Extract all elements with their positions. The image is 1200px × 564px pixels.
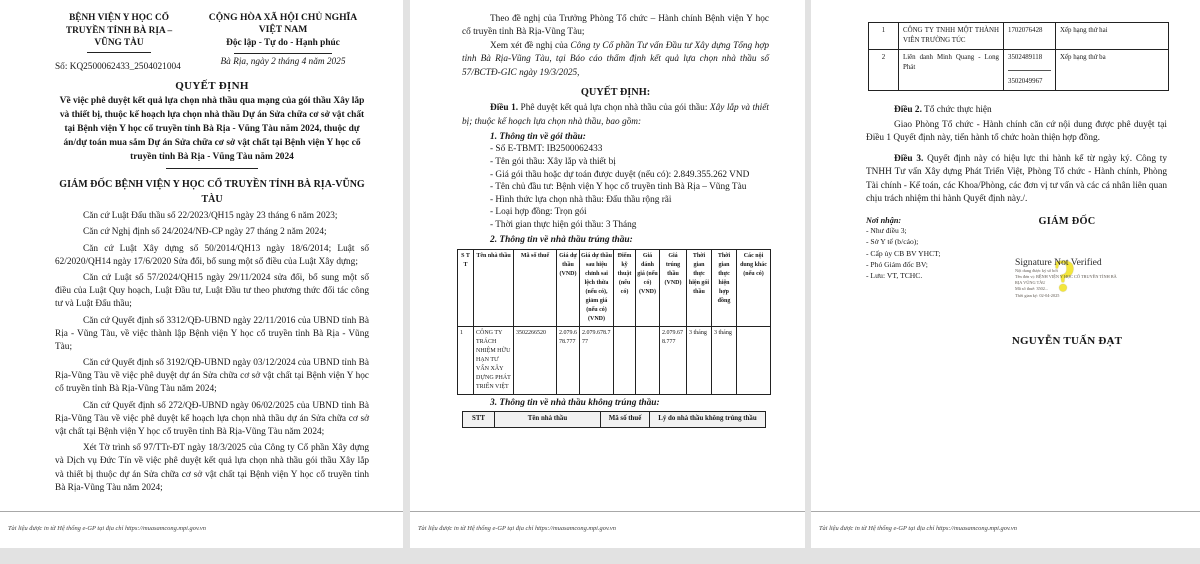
decision-title: QUYẾT ĐỊNH: [175, 79, 249, 92]
cell-other: [737, 326, 771, 394]
article-1: [462, 102, 769, 129]
package-info-line: - Tên gói thầu: Xây lắp và thiết bị: [490, 156, 616, 167]
col-header-tech-score: Điểm kỹ thuật (nếu có): [614, 249, 636, 326]
recipient-item: - Phó Giám đốc BV;: [866, 259, 928, 269]
article-1-label: Điều 1.: [490, 103, 519, 114]
article-2-body: Giao Phòng Tổ chức - Hành chính căn cứ nội dung được phê duyệt tại Điều 1 Quyết định này, tiến hành tổ chức hoàn thiện hợp đồng.: [866, 120, 1167, 144]
recipient-item: - Sở Y tế (b/cáo);: [866, 237, 919, 247]
cell-contractor: CÔNG TY TRÁCH NHIỆM HỮU HẠN TƯ VẤN XÂY DỰNG PHÁT TRIỂN VIỆT: [474, 326, 514, 394]
cell-stt: 1: [458, 326, 474, 394]
cell-tax: [1004, 50, 1056, 91]
cell-contractor: Liên danh Minh Quang - Long Phát: [899, 50, 1004, 91]
recital: Căn cứ Nghị định số 24/2024/NĐ-CP ngày 27 tháng 2 năm 2024;: [83, 227, 327, 238]
loser-table-header: [462, 411, 766, 428]
org-name: BỆNH VIỆN Y HỌC CỔ TRUYỀN TỈNH BÀ RỊA – VŨNG TÀU: [65, 13, 173, 49]
col-header-tax: Mã số thuế: [514, 249, 557, 326]
package-info-line: - Thời gian thực hiện gói thầu: 3 Tháng: [490, 220, 637, 231]
cell-contractor: CÔNG TY TNHH MỘT THÀNH VIÊN TRƯỜNG TÚC: [899, 23, 1004, 50]
winner-table-header-row: [458, 249, 771, 326]
cell-tax: 3502266520: [514, 326, 557, 394]
article-2-title: Tổ chức thực hiện: [921, 105, 992, 115]
authority-heading: GIÁM ĐỐC BỆNH VIỆN Y HỌC CỔ TRUYỀN TỈNH BÀ RỊA-VŨNG TÀU: [59, 179, 365, 205]
dateline: Bà Rịa, ngày 2 tháng 4 năm 2025: [220, 56, 346, 67]
article-1-package-name: Xây lắp và thiết bị;: [462, 103, 769, 127]
col-header-award-price: Giá trúng thầu (VND): [660, 249, 687, 326]
cell-tax: 1702076428: [1004, 23, 1056, 50]
cell-stt: 2: [869, 50, 899, 91]
cell-reason: Xếp hạng thứ hai: [1056, 23, 1169, 50]
recipients-label: Nơi nhận:: [866, 215, 902, 225]
recital: Căn cứ Luật số 57/2024/QH15 ngày 29/11/2024 sửa đổi, bổ sung một số điều của Luật Quy hoạch, Luật Đầu tư, Luật Đầu tư theo phương thức đối tác công tư và Luật Đấu thầu;: [55, 272, 369, 310]
footer-note: Tài liệu được in từ Hệ thống e-GP tại địa chỉ https://muasamcong.mpi.gov.vn: [8, 525, 206, 532]
recipients: [866, 216, 1006, 282]
tax-code-2: 3502049967: [1008, 78, 1043, 85]
stamp-detail-line: Nội dung được ký số bởi: [1015, 267, 1058, 273]
doc-number: Số: KQ2500062433_2504021004: [55, 61, 181, 72]
col-header-contractor: Tên nhà thầu: [495, 411, 601, 427]
col-header-contract-duration: Thời gian thực hiện hợp đồng: [712, 249, 737, 326]
footer-note: Tài liệu được in từ Hệ thống e-GP tại địa chỉ https://muasamcong.mpi.gov.vn: [418, 525, 616, 532]
col-header-tax: Mã số thuế: [601, 411, 650, 427]
stamp-detail-line: RỊA VŨNG TÀU: [1015, 280, 1046, 286]
loser-table-row: [869, 50, 1169, 91]
col-header-package-duration: Thời gian thực hiện gói thầu: [687, 249, 712, 326]
article-1-text: Phê duyệt kết quả lựa chọn nhà thầu của gói thầu:: [518, 103, 710, 114]
recital: Căn cứ Quyết định số 3192/QĐ-UBND ngày 03/12/2024 của UBND tỉnh Bà Rịa-Vũng Tàu về việc phê duyệt dự án Sửa chữa cơ sở vật chất tại Bệnh viện Y học cổ truyền tỉnh Bà Rịa-Vũng Tàu năm 2024;: [55, 358, 369, 395]
decision-subtitle: Về việc phê duyệt kết quả lựa chọn nhà thầu qua mạng của gói thầu Xây lắp và thiết bị, thuộc kế hoạch lựa chọn nhà thầu Dự án Sửa chữa cơ sở vật chất tại Bệnh viện Y học cổ truyền tỉnh Bà Rịa - Vũng Tàu năm 2024, thuộc dự án/dự toán mua sắm Dự án Sửa chữa cơ sở vật chất tại Bệnh viện Y học cổ truyền tỉnh Bà Rịa - Vũng Tàu năm 2024: [59, 95, 365, 163]
paragraph-review-italic: Công ty Cổ phần Tư vấn Đầu tư Xây dựng Tổng hợp tỉnh Bà Rịa-Vũng Tàu, tại Báo cáo thẩm định kết quả lựa chọn nhà thầu số 57/BCTĐ-GIC ngày 19/3/2025,: [462, 40, 769, 78]
page-footer: [811, 511, 1200, 535]
package-info-line: - Giá gói thầu hoặc dự toán được duyệt (nếu có): 2.849.355.262 VND: [490, 169, 750, 180]
paragraph-proposal: Theo đề nghị của Trưởng Phòng Tổ chức – Hành chính Bệnh viện Y học cổ truyền tỉnh Bà Rịa-Vũng Tàu;: [462, 14, 769, 38]
section-1-heading: 1. Thông tin về gói thầu:: [490, 132, 586, 143]
article-3-label: Điều 3.: [894, 153, 924, 164]
stamp-detail-line: Tên đơn vị: BỆNH VIỆN Y HỌC CỔ TRUYỀN TỈNH BÀ: [1015, 274, 1117, 280]
article-3: [866, 153, 1167, 207]
article-3-body: Quyết định này có hiệu lực thi hành kể từ ngày ký. Công ty TNHH Tư vấn Xây dựng Phát Triển Việt, Phòng Tổ chức - Hành chính, Phòng Tài chính - Kế toán, các Khoa/Phòng, các đơn vị tư vấn và các cá nhân liên quan chịu trách nhiệm thi hành Quyết định này./.: [866, 153, 1167, 205]
paragraph-review-prefix: Xem xét đề nghị của: [490, 40, 571, 51]
signer-name: NGUYỄN TUẤN ĐẠT: [1011, 334, 1123, 347]
signer-column: [1001, 216, 1133, 347]
loser-table-row: [869, 23, 1169, 50]
subtitle-underline: [166, 168, 258, 169]
recital: Xét Tờ trình số 97/TTr-ĐT ngày 18/3/2025 của Công ty Cổ phần Xây dựng và Dịch vụ Đức Tín về việc phê duyệt kết quả lựa chọn nhà thầu gói thầu Xây lắp và thiết bị thuộc dự án Sửa chữa cơ sở vật chất tại Bệnh viện Y học cổ truyền tỉnh Bà Rịa-Vũng Tàu năm 2024;: [55, 443, 369, 493]
signer-title: GIÁM ĐỐC: [1038, 215, 1096, 227]
stamp-detail-line: Thời gian ký: 02-04-2025: [1015, 292, 1060, 298]
page-2: [410, 0, 805, 548]
page-footer: [410, 511, 805, 535]
recital: Căn cứ Quyết định số 272/QĐ-UBND ngày 06/02/2025 của UBND tỉnh Bà Rịa-Vũng Tàu về việc phê duyệt kế hoạch lựa chọn nhà thầu dự án Sửa chữa cơ sở vật chất tại Bệnh viện Y học cổ truyền tỉnh Bà Rịa-Vũng Tàu năm 2024;: [55, 400, 369, 437]
signature-block: [866, 216, 1167, 476]
cell-award-price: 2.079.678.777: [660, 326, 687, 394]
section-2-heading: 2. Thông tin về nhà thầu trúng thầu:: [490, 234, 633, 245]
col-header-stt: S T T: [458, 249, 474, 326]
recipient-item: - Như điều 3;: [866, 225, 907, 235]
article-2-heading: [866, 105, 1167, 115]
recipient-item: - Cấp ủy CB BV YHCT;: [866, 248, 941, 258]
cell-adjusted-price: 2.079.678.777: [580, 326, 614, 394]
cell-stt: 1: [869, 23, 899, 50]
cell-bid-price: 2.079.678.777: [557, 326, 580, 394]
motto-underline: [234, 53, 332, 54]
package-info-line: - Loại hợp đồng: Trọn gói: [490, 207, 587, 218]
stamp-detail-line: Mã số thuế: 3502...: [1015, 286, 1049, 292]
national-motto-line1: CỘNG HÒA XÃ HỘI CHỦ NGHĨA VIỆT NAM: [208, 12, 358, 36]
cell-reason: Xếp hạng thứ ba: [1056, 50, 1169, 91]
col-header-contractor: Tên nhà thầu: [474, 249, 514, 326]
page-3: [811, 0, 1200, 548]
cell-tech-score: [614, 326, 636, 394]
tax-code-1: 3502489118: [1008, 54, 1043, 61]
recital: Căn cứ Quyết định số 3312/QĐ-UBND ngày 22/11/2016 của UBND tỉnh Bà Rịa - Vũng Tàu, về việc thành lập Bệnh viện Y học cổ truyền tỉnh Bà Rịa - Vũng Tàu;: [55, 315, 369, 352]
section-3-heading: 3. Thông tin về nhà thầu không trúng thầu:: [490, 397, 660, 408]
col-header-reason: Lý do nhà thầu không trúng thầu: [650, 411, 766, 427]
col-header-bid-price: Giá dự thầu (VND): [557, 249, 580, 326]
org-underline: [87, 52, 151, 53]
package-info-line: - Hình thức lựa chọn nhà thầu: Đấu thầu rộng rãi: [490, 194, 672, 205]
cell-eval-price: [636, 326, 660, 394]
recipient-item: - Lưu: VT, TCHC.: [866, 271, 923, 281]
article-2-label: Điều 2.: [894, 105, 922, 115]
winner-table: [457, 249, 771, 395]
footer-note: Tài liệu được in từ Hệ thống e-GP tại địa chỉ https://muasamcong.mpi.gov.vn: [819, 525, 1017, 532]
decides-heading: QUYẾT ĐỊNH:: [580, 87, 651, 99]
cell-package-duration: 3 tháng: [687, 326, 712, 394]
paragraph-review: [462, 40, 769, 80]
tax-divider: [1008, 70, 1051, 71]
col-header-other: Các nội dung khác (nếu có): [737, 249, 771, 326]
cell-contract-duration: 3 tháng: [712, 326, 737, 394]
col-header-stt: STT: [463, 411, 495, 427]
col-header-eval-price: Giá đánh giá (nếu có) (VND): [636, 249, 660, 326]
package-info-line: - Tên chủ đầu tư: Bệnh viện Y học cổ truyền tỉnh Bà Rịa – Vũng Tàu: [490, 182, 747, 193]
loser-table-continued: [868, 22, 1169, 91]
winner-table-row: [458, 326, 771, 394]
recital: Căn cứ Luật Xây dựng số 50/2014/QH13 ngày 18/6/2014; Luật số 62/2020/QH14 ngày 17/6/2020 Sửa đổi, bổ sung một số điều của Luật Xây dựng;: [55, 243, 369, 267]
page1-header: [55, 12, 369, 72]
page-1: [0, 0, 403, 548]
page-footer: [0, 511, 403, 535]
signature-unverified-icon: ?: [1053, 249, 1076, 301]
package-info-line: - Số E-TBMT: IB2500062433: [490, 144, 603, 155]
article-1-text-2: thuộc kế hoạch lựa chọn nhà thầu, bao gồm:: [472, 116, 642, 127]
digital-signature-stamp: [1015, 249, 1147, 319]
recital: Căn cứ Luật Đấu thầu số 22/2023/QH15 ngày 23 tháng 6 năm 2023;: [83, 211, 338, 222]
loser-table-header-row: [463, 411, 766, 427]
stamp-title: Signature Not Verified: [1015, 256, 1102, 268]
national-motto-line2: Độc lập - Tự do - Hạnh phúc: [226, 37, 340, 48]
col-header-adjusted-price: Giá dự thầu sau hiệu chỉnh sai lệch thừa (nếu có), giảm giá (nếu có) (VND): [580, 249, 614, 326]
